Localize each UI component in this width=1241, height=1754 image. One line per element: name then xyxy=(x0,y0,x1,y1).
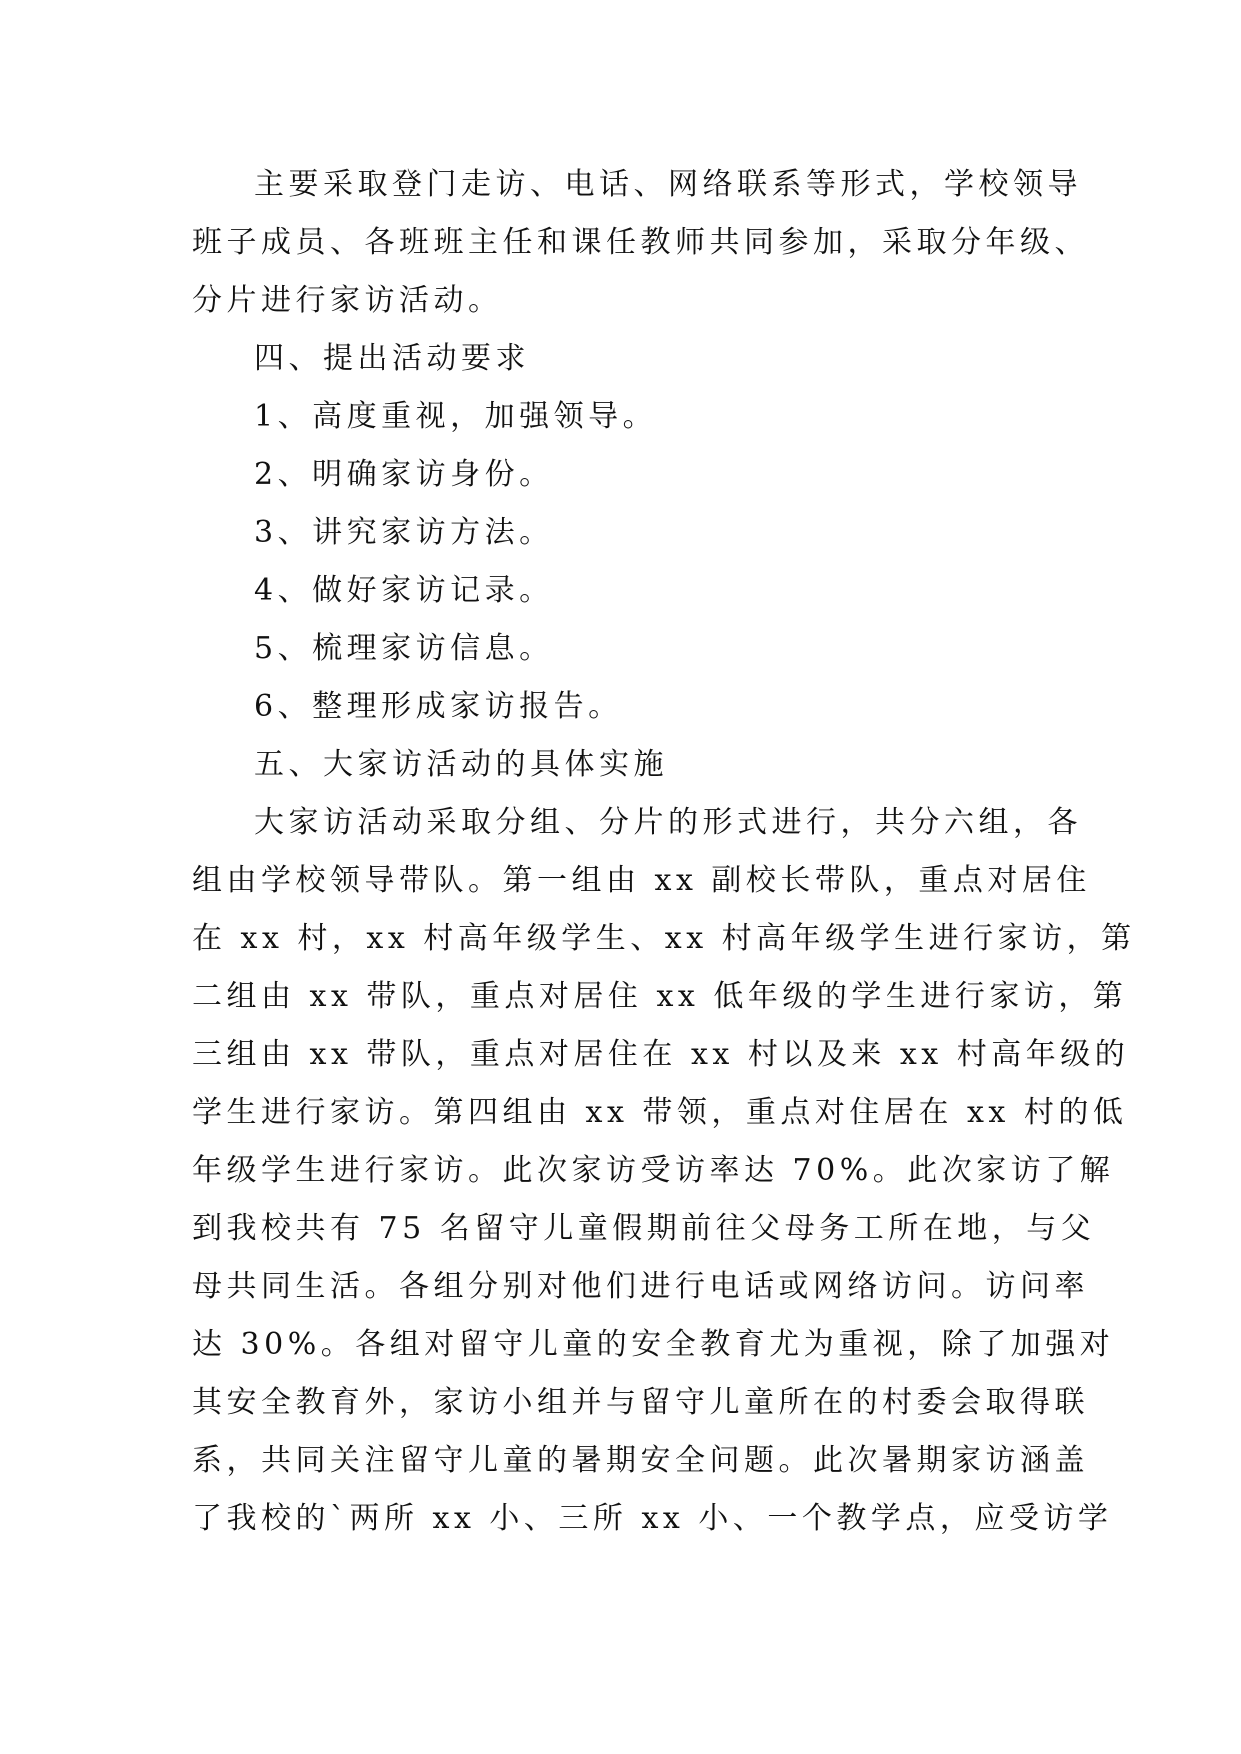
paragraph-line: 年级学生进行家访。此次家访受访率达 70%。此次家访了解 xyxy=(192,1153,1115,1188)
paragraph-line: 三组由 xx 带队，重点对居住在 xx 村以及来 xx 村高年级的 xyxy=(192,1037,1130,1072)
section-heading: 四、提出活动要求 xyxy=(254,341,530,376)
paragraph-line: 其安全教育外，家访小组并与留守儿童所在的村委会取得联 xyxy=(192,1385,1089,1420)
section-heading: 五、大家访活动的具体实施 xyxy=(254,747,668,782)
paragraph-line: 母共同生活。各组分别对他们进行电话或网络访问。访问率 xyxy=(192,1269,1089,1304)
list-item: 4、做好家访记录。 xyxy=(254,573,554,608)
paragraph-line: 在 xx 村，xx 村高年级学生、xx 村高年级学生进行家访，第 xyxy=(192,921,1136,956)
paragraph-line: 班子成员、各班班主任和课任教师共同参加，采取分年级、 xyxy=(192,225,1089,260)
paragraph-line: 组由学校领导带队。第一组由 xx 副校长带队，重点对居住 xyxy=(192,863,1091,898)
paragraph-line: 学生进行家访。第四组由 xx 带领，重点对住居在 xx 村的低 xyxy=(192,1095,1128,1130)
list-item: 2、明确家访身份。 xyxy=(254,457,554,492)
list-item: 3、讲究家访方法。 xyxy=(254,515,554,550)
paragraph-line: 二组由 xx 带队，重点对居住 xx 低年级的学生进行家访，第 xyxy=(192,979,1128,1014)
paragraph-line: 主要采取登门走访、电话、网络联系等形式，学校领导 xyxy=(254,167,1082,202)
list-item: 5、梳理家访信息。 xyxy=(254,631,554,666)
list-item: 1、高度重视，加强领导。 xyxy=(254,399,658,434)
paragraph-line: 系，共同关注留守儿童的暑期安全问题。此次暑期家访涵盖 xyxy=(192,1443,1089,1478)
list-item: 6、整理形成家访报告。 xyxy=(254,689,623,724)
paragraph-line: 分片进行家访活动。 xyxy=(192,283,503,318)
paragraph-line: 了我校的`两所 xx 小、三所 xx 小、一个教学点，应受访学 xyxy=(192,1501,1113,1536)
paragraph-line: 大家访活动采取分组、分片的形式进行，共分六组，各 xyxy=(254,805,1082,840)
paragraph-line: 到我校共有 75 名留守儿童假期前往父母务工所在地，与父 xyxy=(192,1211,1096,1246)
paragraph-line: 达 30%。各组对留守儿童的安全教育尤为重视，除了加强对 xyxy=(192,1327,1115,1362)
